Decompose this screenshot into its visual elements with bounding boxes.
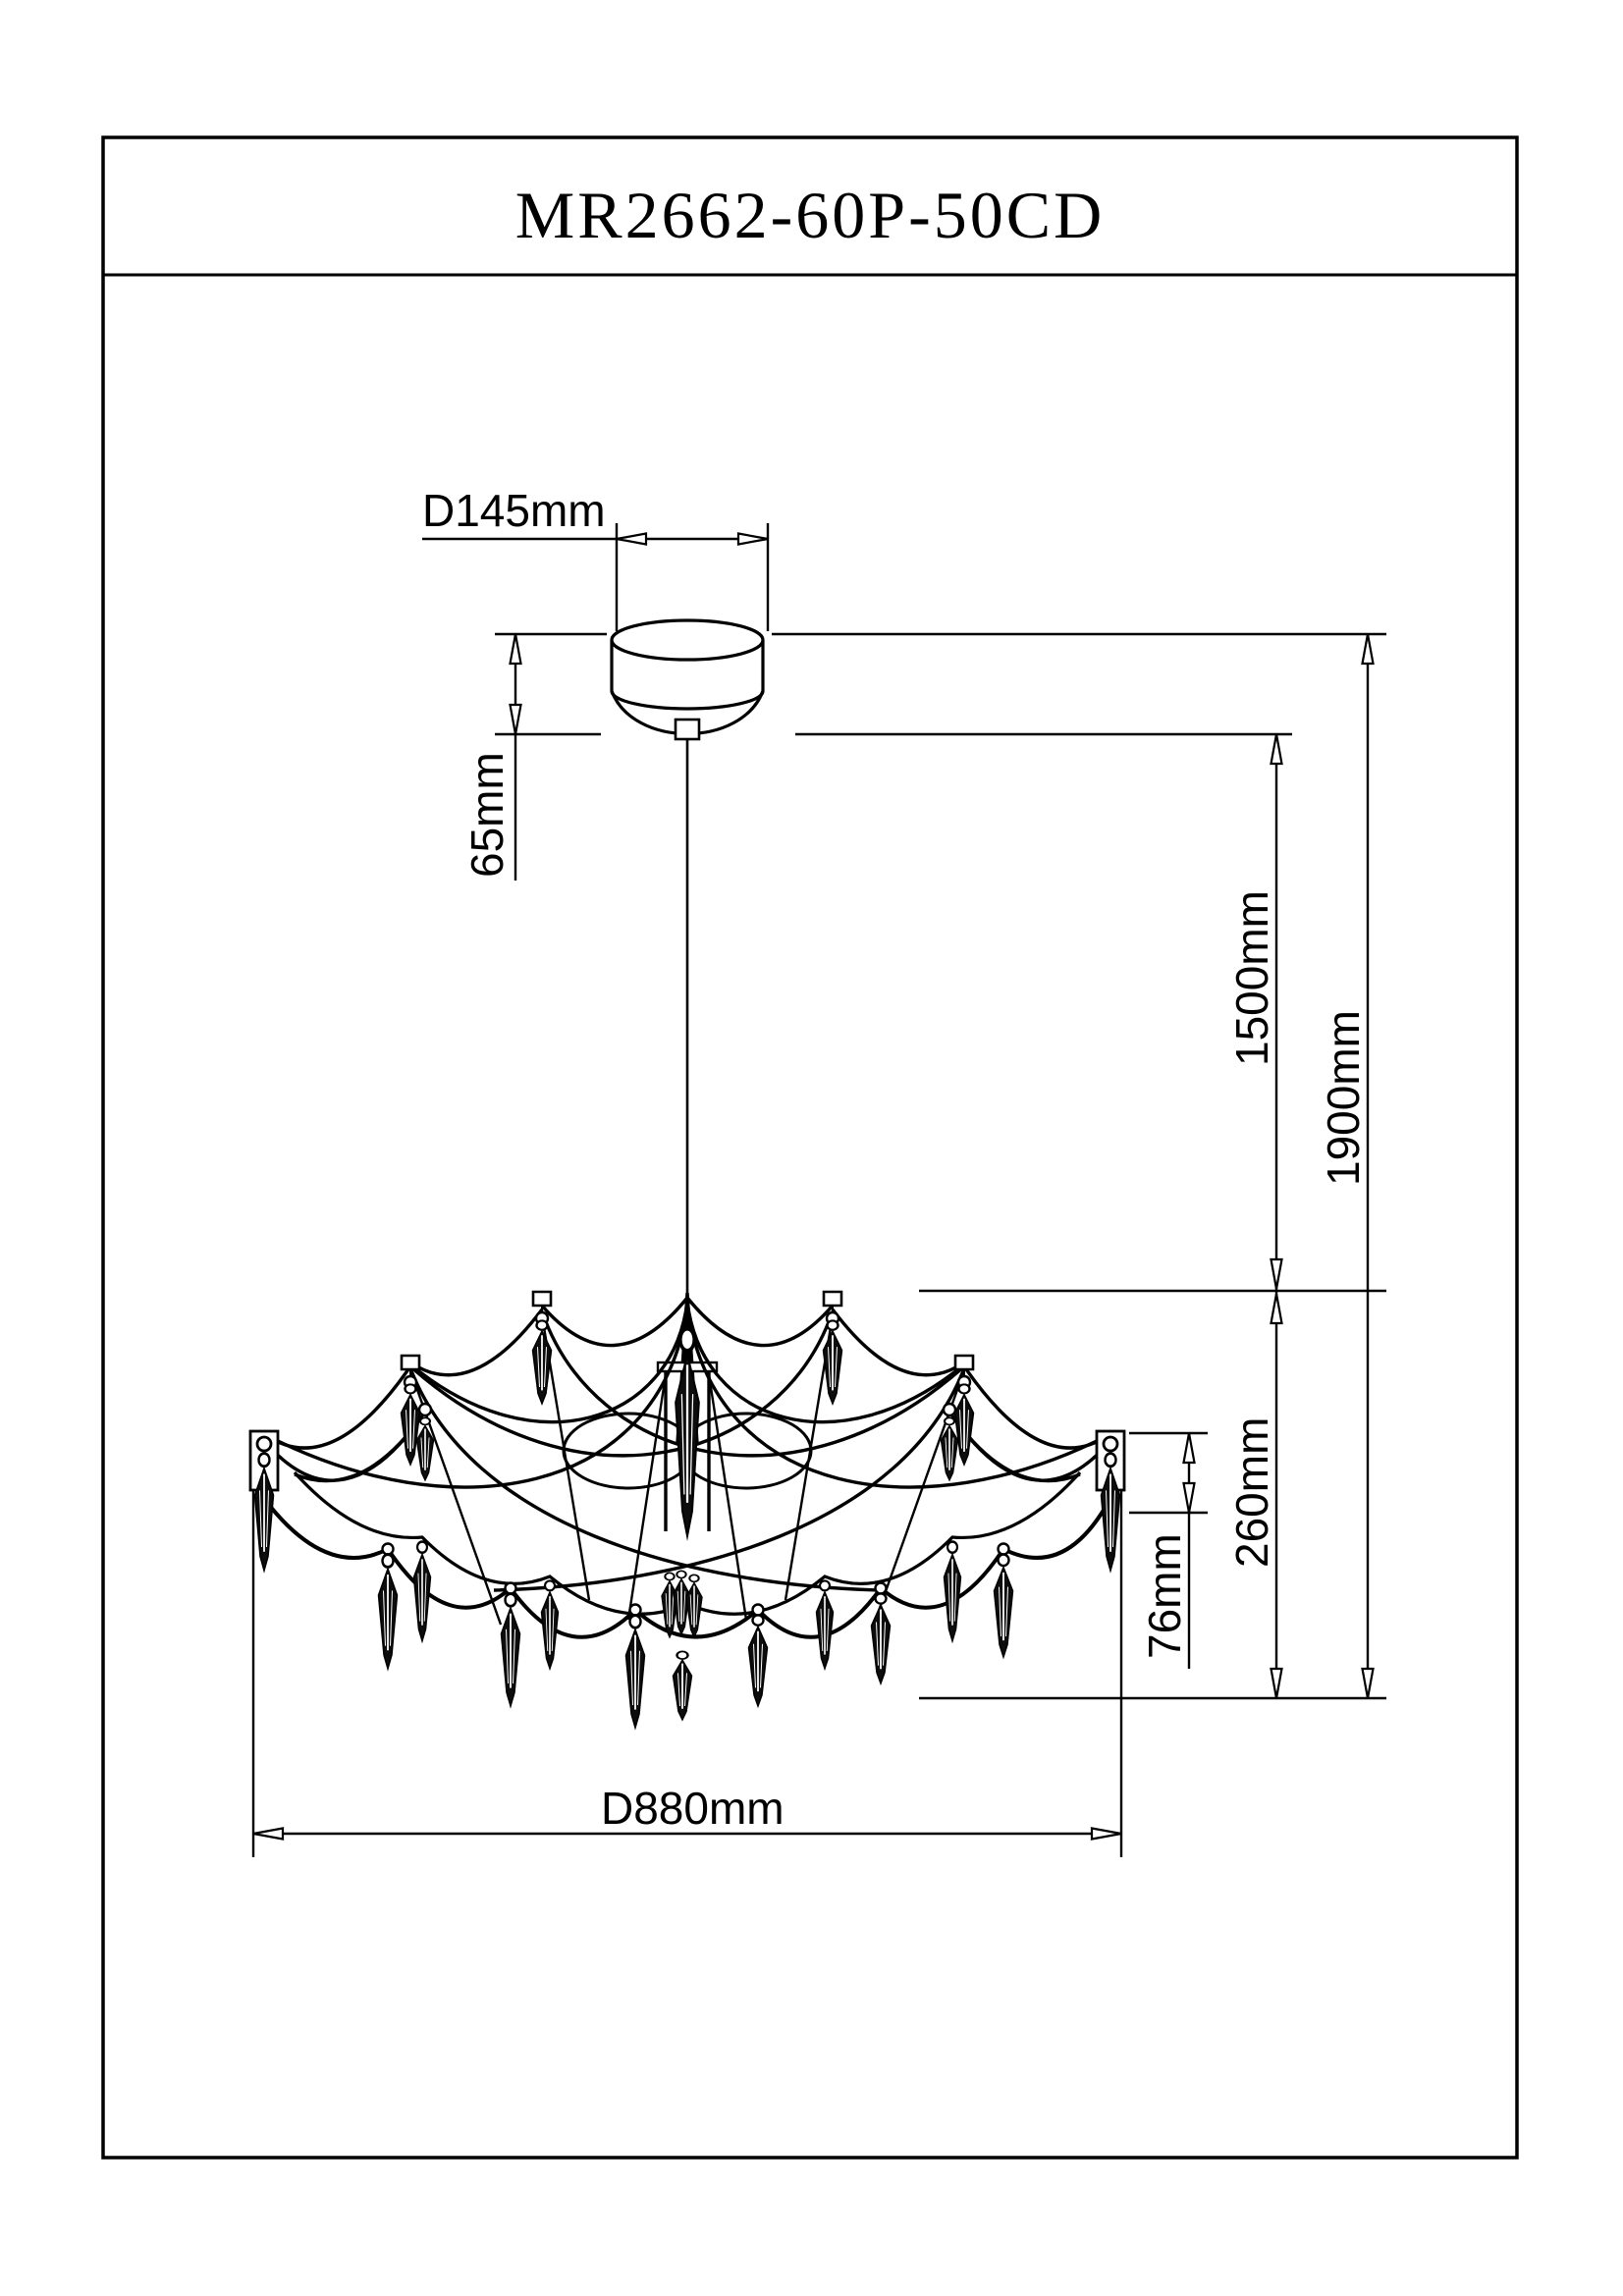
finial-cap: [533, 1292, 551, 1324]
label-overall-height: 1900mm: [1318, 1010, 1369, 1186]
drawing-frame: [103, 137, 1517, 2158]
crystal-drop: [955, 1384, 974, 1465]
label-crystal-drop: 76mm: [1139, 1533, 1190, 1659]
crystal-drop: [379, 1555, 398, 1669]
model-number-text: MR2662-60P-50CD: [514, 178, 1106, 252]
crystal-drop: [502, 1594, 520, 1706]
crystal-drop: [872, 1593, 891, 1683]
swag-node: [944, 1404, 955, 1415]
crystal-drop: [541, 1580, 558, 1669]
crystal-drop: [824, 1320, 842, 1404]
crystal-drop: [816, 1580, 833, 1669]
label-body-diameter: D880mm: [601, 1783, 784, 1834]
crystal-drop: [402, 1384, 420, 1465]
dimension-canopy-diameter: [422, 523, 768, 631]
crystal-drop: [995, 1555, 1013, 1657]
crystal-drop: [413, 1542, 430, 1641]
finial-cap: [824, 1292, 841, 1324]
title-block: [515, 178, 1105, 252]
label-body-height: 260mm: [1226, 1416, 1277, 1568]
canopy: [612, 620, 763, 739]
label-cable-length: 1500mm: [1226, 890, 1277, 1066]
label-canopy-diameter: D145mm: [422, 485, 606, 536]
crystal-drop: [749, 1615, 768, 1706]
crystal-drop: [686, 1575, 702, 1637]
crystal-drop: [676, 1328, 699, 1536]
crystal-drop: [626, 1616, 645, 1728]
crystal-drop: [944, 1542, 960, 1641]
crystal-drop: [533, 1320, 552, 1404]
crystal-drops: [255, 1320, 1120, 1728]
cable-nub: [676, 720, 699, 739]
swag-node: [419, 1404, 431, 1415]
crystal-drop: [674, 1651, 692, 1720]
label-canopy-height: 65mm: [461, 752, 513, 878]
